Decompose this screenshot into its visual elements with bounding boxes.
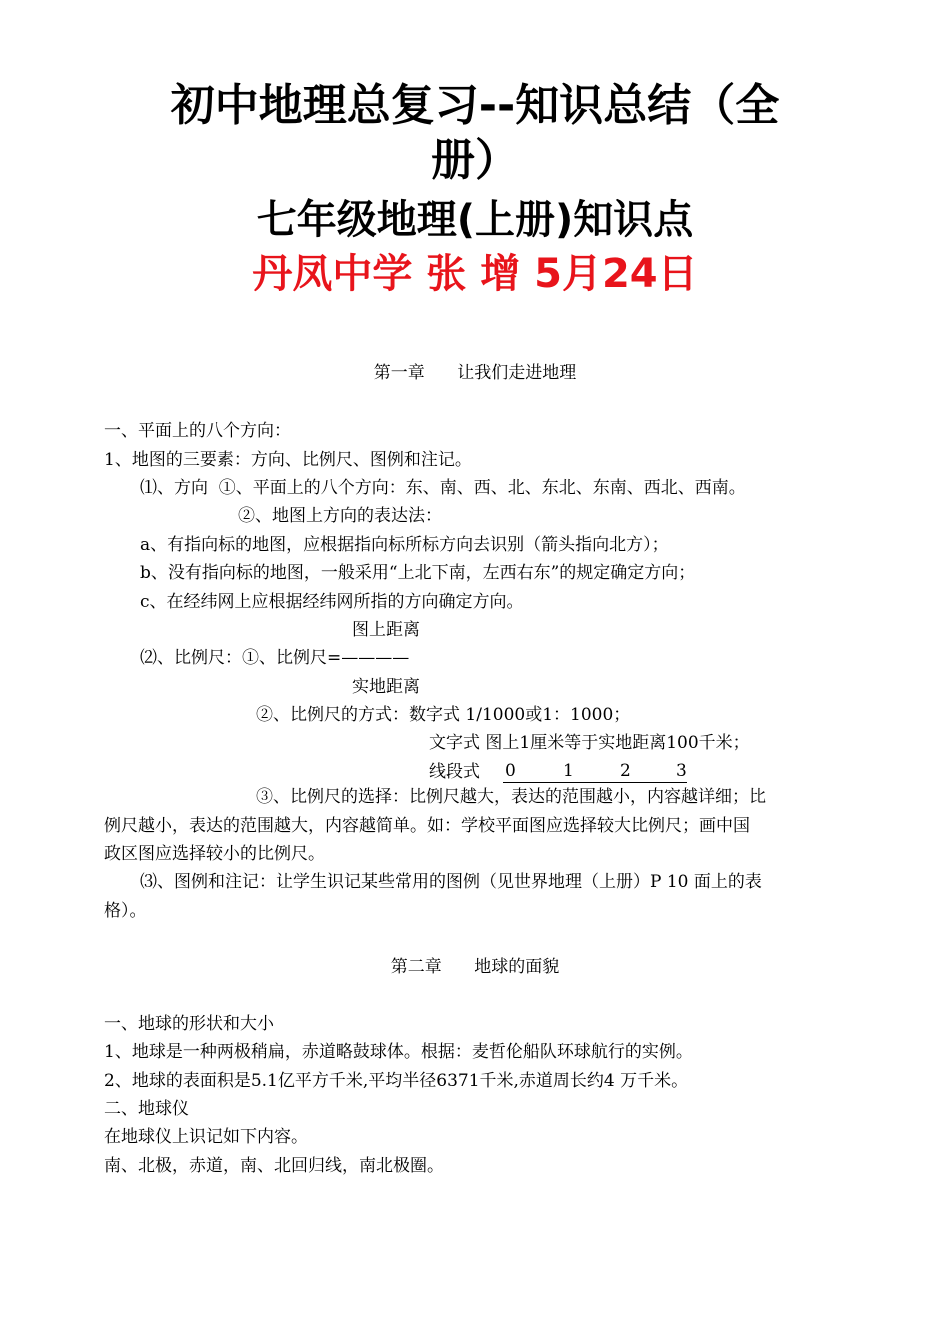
fraction-denominator: 实地距离 [352,677,420,697]
text-line: 格）。 [104,901,147,921]
scale-tick-label: 0 [505,761,516,781]
text-line: ⑶、图例和注记：让学生识记某些常用的图例（见世界地理（上册）P 10 面上的表 [140,872,762,892]
text-line: 1、地图的三要素：方向、比例尺、图例和注记。 [104,450,472,470]
chapter2-heading: 第二章 地球的面貌 [390,957,560,977]
text-line: c、在经纬网上应根据经纬网所指的方向确定方向。 [140,592,524,612]
scale-tick-label: 1 [563,761,574,781]
text-line: 例尺越小，表达的范围越大，内容越简单。如：学校平面图应选择较大比例尺；画中国 [104,816,750,836]
text-line: ⑵、比例尺：①、比例尺=———— [140,648,410,668]
section-heading: 一、平面上的八个方向： [104,421,291,441]
text-line: 2、地球的表面积是5.1亿平方千米,平均半径6371千米,赤道周长约4 万千米。 [104,1071,689,1091]
section-heading: 二、地球仪 [104,1099,189,1119]
text-line: ③、比例尺的选择：比例尺越大，表达的范围越小，内容越详细；比 [256,787,766,807]
scale-tick-label: 2 [620,761,631,781]
text-line: 线段式 [429,762,480,782]
text-line: a、有指向标的地图，应根据指向标所标方向去识别（箭头指向北方）； [140,535,669,555]
text-line: b、没有指向标的地图，一般采用“上北下南，左西右东”的规定确定方向； [140,563,696,583]
text-line: ②、比例尺的方式：数字式 1/1000或1：1000； [256,705,631,725]
line-scale-bar [503,760,687,783]
text-line: 政区图应选择较小的比例尺。 [104,844,325,864]
scale-tick-label: 3 [676,761,687,781]
text-line: 南、北极，赤道，南、北回归线，南北极圈。 [104,1156,444,1176]
text-line: 文字式 图上1厘米等于实地距离100千米； [429,733,750,753]
text-line: 在地球仪上识记如下内容。 [104,1127,308,1147]
chapter1-heading: 第一章 让我们走进地理 [373,363,577,383]
main-title-line1: 初中地理总复习--知识总结（全 [170,80,780,131]
main-title-line2: 册） [431,135,519,186]
subtitle: 七年级地理(上册)知识点 [256,197,694,243]
text-line: ②、地图上方向的表达法： [238,506,442,526]
text-line: ⑴、方向 ①、平面上的八个方向：东、南、西、北、东北、东南、西北、西南。 [140,478,746,498]
author-line: 丹凤中学 张 增 5月24日 [252,251,698,297]
section-heading: 一、地球的形状和大小 [104,1014,274,1034]
fraction-numerator: 图上距离 [352,620,420,640]
text-line: 1、地球是一种两极稍扁，赤道略鼓球体。根据：麦哲伦船队环球航行的实例。 [104,1042,693,1062]
